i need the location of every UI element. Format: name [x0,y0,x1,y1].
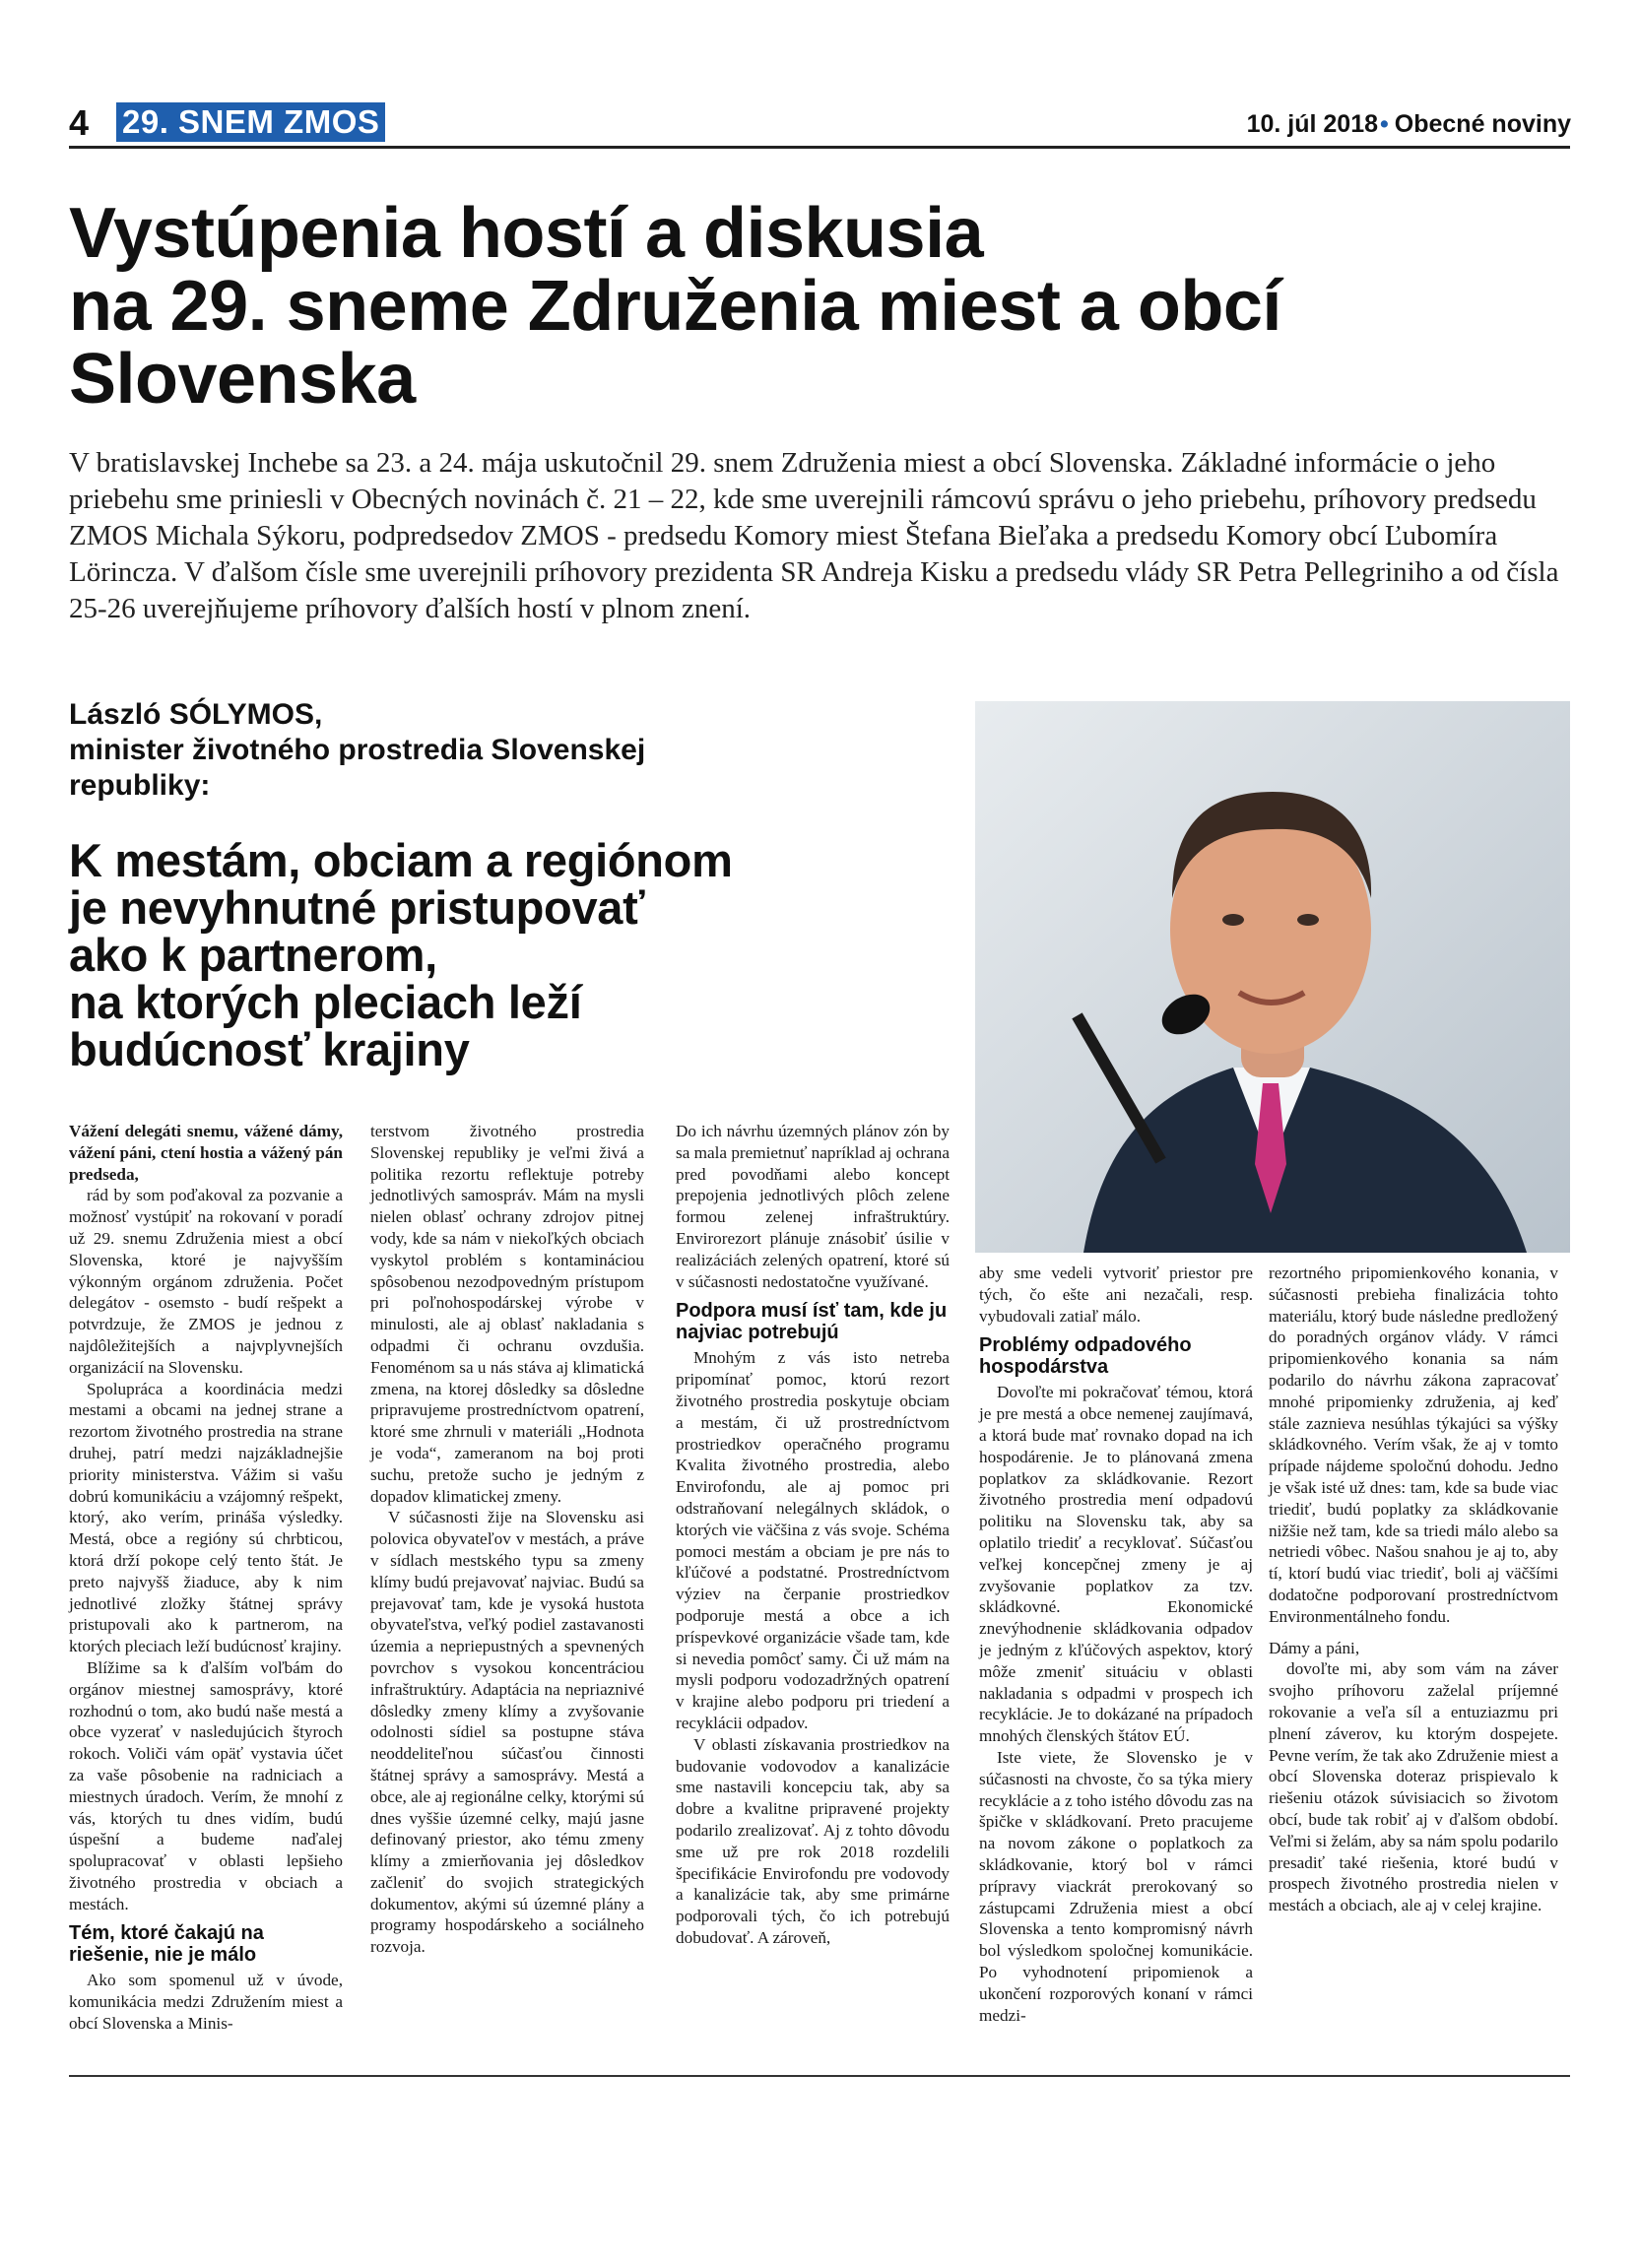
paragraph: Iste viete, že Slovensko je v súčasnosti na chvoste, čo sa týka miery recyklácie a z toho istého dôvodu zas na špičke v skládkovaní. Preto pracujeme na novom zákone o poplatkoch za skládkovanie, ktorý bol v rámci prípravy viackrát prerokovaný so zástupcami Združenia miest a obcí Slovenska a tento kompromisný návrh bol výsledkom spoločnej komunikácie. Po vyhodnotení pripomienok a ukončení rozporových konaní v rámci medzi- [979,1747,1253,2025]
speech-headline [69,834,965,1075]
paragraph: terstvom životného prostredia Slovenskej republiky je veľmi živá a politika rezortu reflektuje potreby jednotlivých samospráv. Mám na mysli nielen oblasť ochrany zdrojov pitnej vody, kde sa nám v niekoľkých obciach vyskytol problém s kontamináciou spôsobenou nezodpovedným prístupom pri poľnohospodárskej výrobe v minulosti, ale aj oblasť nakladania s odpadmi či ochranu ovzdušia. Fenoménom sa u nás stáva aj klimatická zmena, na ktorej dôsledky sa dôsledne pripravujeme prostredníctvom opatrení, ktoré sme zhrnuli v materiáli „Hodnota je voda“, zameranom na boj proti suchu, pretože sucho je jedným z dopadov klimatickej zmeny. [370,1122,644,1506]
subhead-line: K mestám, obciam a regiónom [69,834,733,886]
separator-dot: • [1380,110,1389,138]
text-column-1 [69,1121,343,2035]
issue-info [1247,110,1571,139]
speaker-name: László SÓLYMOS, [69,698,323,731]
paragraph: dovoľte mi, aby som vám na záver svojho príhovoru zaželal príjemné rokovanie a veľa síl a entuziazmu pri plnení záverov, ku ktorým dospejete. Pevne verím, že tak ako Združenie miest a obcí Slovenska doteraz prispievalo k riešeniu otázok súvisiacich so životom obcí, bude tak robiť aj v ďalšom období. Veľmi si želám, aby sa nám spolu podarilo presadiť také riešenia, ktoré budú v prospech životného prostredia nielen v mestách a obciach, ale aj v celej krajine. [1269,1659,1558,1915]
headline-line: Slovenska [69,340,416,419]
section-heading: Podpora musí ísť tam, kde ju najviac potrebujú [676,1300,948,1344]
issue-date: 10. júl 2018 [1246,110,1379,138]
speaker-photo [975,701,1570,1253]
subhead-line: ako k partnerom, [69,929,437,981]
subhead-line: budúcnosť krajiny [69,1023,470,1075]
article-lead: V bratislavskej Inchebe sa 23. a 24. mája uskutočnil 29. snem Združenia miest a obcí Slovenska. Základné informácie o jeho priebehu sme priniesli v Obecných novinách č. 21 – 22, kde sme uverejnili rámcovú správu o jeho priebehu, príhovory predsedu ZMOS Michala Sýkoru, podpredsedov ZMOS - predsedu Komory miest Štefana Bieľaka a predsedu Komory obcí Ľubomíra Lörincza. V ďalšom čísle sme uverejnili príhovory prezidenta SR Andreja Kisku a predsedu vlády SR Petra Pellegriniho a od čísla 25-26 uverejňujeme príhovory ďalších hostí v plnom znení. [69,447,1559,624]
subhead-line: je nevyhnutné pristupovať [69,881,645,934]
paragraph: Mnohým z vás isto netreba pripomínať pomoc, ktorú rezort životného prostredia poskytuje obciam a mestám, či už prostredníctvom prostriedkov operačného programu Kvalita životného prostredia, alebo Envirofondu, ale aj pomoc pri odstraňovaní nelegálnych skládok, o ktorých vie väčšina z vás svoje. Schéma pomoci mestám a obciam je pre nás to kľúčové a podstatné. Prostredníctvom výziev na čerpanie prostriedkov podporuje mestá a obce a ich príspevkové organizácie všade tam, kde si nevedia pomôcť samy. Či už mám na mysli podporu vodozadržných opatrení v krajine alebo podporu pri triedení a recyklácii odpadov. [676,1348,950,1732]
section-heading: Tém, ktoré čakajú na riešenie, nie je málo [69,1922,264,1967]
paragraph: aby sme vedeli vytvoriť priestor pre tých, čo ešte ani nezačali, resp. vybudovali zatiaľ málo. [979,1264,1253,1326]
speaker-byline [69,697,955,804]
paragraph: rezortného pripomienkového konania, v súčasnosti prebieha finalizácia tohto materiálu, ktorý bude následne predložený do poradných orgánov vlády. V rámci pripomienkového konania sa nám podarilo do návrhu zákona zapracovať mnohé pripomienky združenia, aj keď stále zaznieva nesúhlas týkajúci sa výšky skládkovného. Verím však, že aj v tomto prípade nájdeme spoločnú dohodu. Jedno je však isté už dnes: tam, kde sa bude viac triediť, budú poplatky za skládkovanie nižšie než tam, kde sa triedi málo alebo sa netriedi vôbec. Našou snahou je aj to, aby tí, ktorí budú viac triediť, boli aj väčšími dodatočne podporovaní prostredníctvom Environmentálneho fondu. [1269,1264,1558,1626]
paragraph: V súčasnosti žije na Slovensku asi polovica obyvateľov v mestách, a práve v sídlach mestského typu sa zmeny klímy budú prejavovať najviac. Budú sa prejavovať tam, kde je vysoká hustota obyvateľstva, veľký podiel zastavanosti územia a nepriepustných a spevnených povrchov s vysokou koncentráciou infraštruktúry. Adaptácia na nepriaznivé dôsledky zmeny klímy a zvyšovanie odolnosti sídiel sa postupne stáva neoddeliteľnou súčasťou činnosti štátnej správy a samosprávy. Mestá a obce, ale aj regionálne celky, ktorými sú dnes vyššie územné celky, majú jasne definovaný priestor, ako tému zmeny klímy a zmierňovania jej dôsledkov začleniť do svojich strategických dokumentov, akými sú územné plány a programy hospodárskeho a sociálneho rozvoja. [370,1508,644,1957]
section-label: 29. SNEM ZMOS [116,102,385,142]
headline-line: na 29. sneme Združenia miest a obcí [69,267,1281,346]
article-headline [69,194,1570,419]
paragraph: Spolupráca a koordinácia medzi mestami a obcami na jednej strane a rezortom životného prostredia na strane druhej, patrí medzi najzákladnejšie priority ministerstva. Vážim si vašu dobrú komunikáciu a vzájomný rešpekt, ktorý, ako verím, prináša výsledky. Mestá, obce a regióny sú chrbticou, ktorá drží pokope celý tento štát. Je preto najvyšš žiaduce, aby k nim jednotlivé zložky štátnej správy pristupovali ako k partnerom, na ktorých pleciach leží budúcnosť krajiny. [69,1379,343,1656]
speaker-title: minister životného prostredia Slovenskej [69,734,646,766]
paragraph: Do ich návrhu územných plánov zón by sa mala premietnuť napríklad aj ochrana pred povodňami alebo koncept prepojenia jednotlivých plôch zelene formou zelenej infraštruktúry. Envirorezort plánuje znásobiť úsilie v realizáciách zelených opatrení, ktoré sú v súčasnosti nedostatočne využívané. [676,1122,950,1291]
header-rule [69,146,1570,149]
paragraph: Ako som spomenul už v úvode, komunikácia medzi Združením miest a obcí Slovenska a Minis- [69,1971,343,2034]
text-column-2 [370,1121,644,1958]
footer-rule [69,2075,1570,2077]
publication-name: Obecné noviny [1394,110,1571,138]
paragraph: Blížime sa k ďalším voľbám do orgánov miestnej samosprávy, ktoré rozhodnú o tom, ako budú naše mestá a obce vyzerať v nasledujúcich štyroch rokoch. Voliči vám opäť vystavia účet za vaše pôsobenie na radniciach a miestnych úradoch. Verím, že mnohí z vás, ktorých tu dnes vidím, budú úspešní a budeme naďalej spolupracovať v oblasti lepšieho životného prostredia v obciach a mestách. [69,1657,343,1913]
section-heading: Problémy odpadového hospodárstva [979,1334,1192,1379]
salutation: Vážení delegáti snemu, vážené dámy, vážení páni, ctení hostia a vážený pán predseda, [69,1122,343,1184]
paragraph: Dámy a páni, [1269,1638,1360,1657]
speaker-photo-illustration [975,701,1570,1253]
headline-line: Vystúpenia hostí a diskusia [69,194,984,273]
page-number: 4 [69,102,90,143]
subhead-line: na ktorých pleciach leží [69,976,582,1028]
text-column-3 [676,1121,950,1949]
paragraph: Dovoľte mi pokračovať témou, ktorá je pre mestá a obce nemenej zaujímavá, a ktorá bude mať rovnako dopad na ich hospodárenie. Je to plánovaná zmena poplatkov za skládkovanie. Rezort životného prostredia mení odpadovú politiku na Slovensku tak, aby sa oplatilo triediť a recyklovať. Súčasťou veľkej koncepčnej zmeny je aj zvyšovanie poplatkov za tzv. skládkovné. Ekonomické znevýhodnenie skládkovania odpadov je jedným z kľúčových aspektov, ktorý môže zmeniť situáciu v oblasti nakladania s odpadmi v prospech ich recyklácie. Je to dokázané na prípadoch mnohých členských štátov EÚ. [979,1383,1253,1746]
text-column-5 [1269,1263,1558,1916]
text-column-4 [979,1263,1253,2026]
paragraph: rád by som poďakoval za pozvanie a možnosť vystúpiť na rokovaní v poradí už 29. snemu Združenia miest a obcí Slovenska, ktoré je najvyšším výkonným orgánom združenia. Počet delegátov - osemsto - budí rešpekt a potvrdzuje, že ZMOS je jednou z najdôležitejších a najvplyvnejších organizácií na Slovensku. [69,1186,343,1377]
speaker-title: republiky: [69,769,211,802]
paragraph: V oblasti získavania prostriedkov na budovanie vodovodov a kanalizácie sme nastavili koncepciu tak, aby sa dobre a kvalitne pripravené projekty podarilo zrealizovať. Aj z tohto dôvodu sme už pre rok 2018 rozdelili špecifikácie Envirofondu pre vodovody a kanalizácie tak, aby sme primárne podporovali tých, čo ich potrebujú dobudovať. A zároveň, [676,1734,950,1947]
